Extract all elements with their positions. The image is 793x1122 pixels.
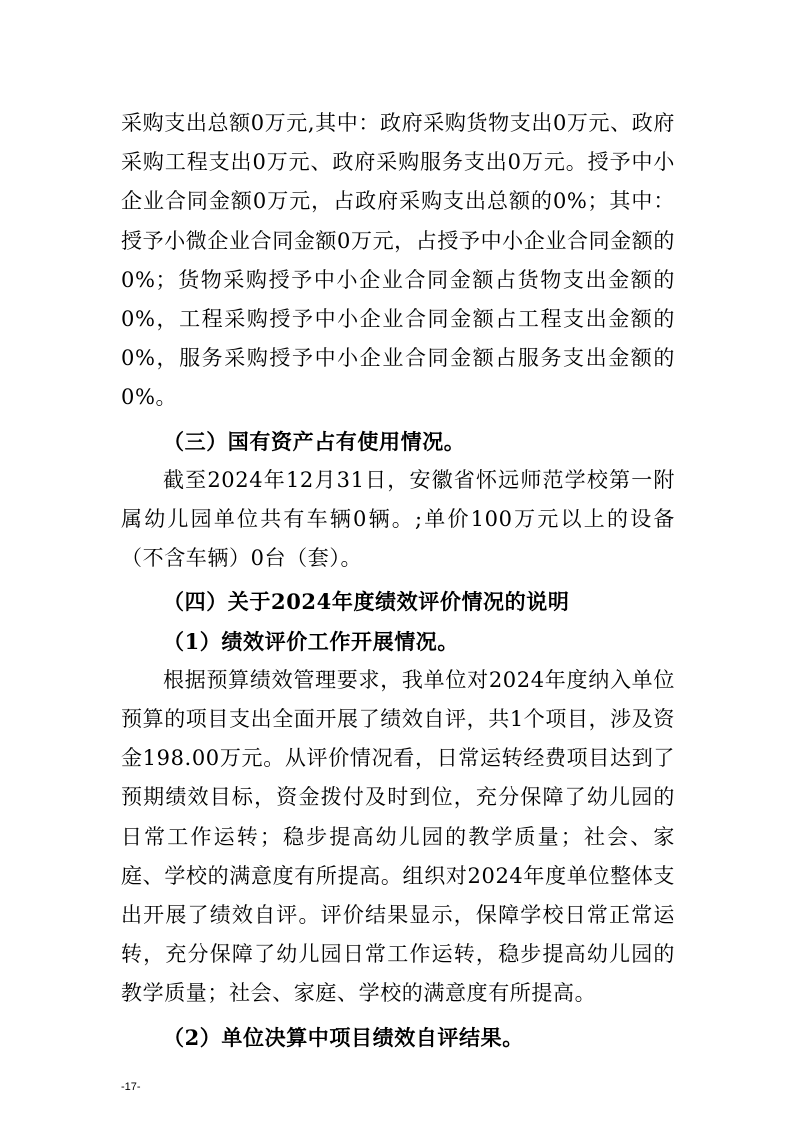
heading-evaluation-work: （1）绩效评价工作开展情况。	[163, 628, 460, 654]
paragraph-state-assets: 截至2024年12月31日，安徽省怀远师范学校第一附属幼儿园单位共有车辆0辆。;单价100万元以上的设备（不含车辆）0台（套）。	[121, 467, 675, 571]
heading-state-assets: （三）国有资产占有使用情况。	[163, 428, 466, 454]
heading-self-evaluation-results: （2）单位决算中项目绩效自评结果。	[163, 1024, 524, 1050]
paragraph-procurement-summary: 采购支出总额0万元,其中：政府采购货物支出0万元、政府采购工程支出0万元、政府采购服务支出0万元。授予中小企业合同金额0万元，占政府采购支出总额的0%；其中：授予小微企业合同金额0万元，占授予中小企业合同金额的0%；货物采购授予中小企业合同金额占货物支出金额的0%，工程采购授予中小企业合同金额占工程支出金额的0%，服务采购授予中小企业合同金额占服务支出金额的0%。	[121, 111, 675, 410]
heading-performance-evaluation: （四）关于2024年度绩效评价情况的说明	[163, 589, 570, 615]
page-number: -17-	[121, 1081, 141, 1093]
document-body	[121, 104, 675, 1057]
paragraph-evaluation-work: 根据预算绩效管理要求，我单位对2024年度纳入单位预算的项目支出全面开展了绩效自评，共1个项目，涉及资金198.00万元。从评价情况看，日常运转经费项目达到了预期绩效目标，资金拨付及时到位，充分保障了幼儿园的日常工作运转；稳步提高幼儿园的教学质量；社会、家庭、学校的满意度有所提高。组织对2024年度单位整体支出开展了绩效自评。评价结果显示，保障学校日常正常运转，充分保障了幼儿园日常工作运转，稳步提高幼儿园的教学质量；社会、家庭、学校的满意度有所提高。	[121, 667, 675, 1006]
